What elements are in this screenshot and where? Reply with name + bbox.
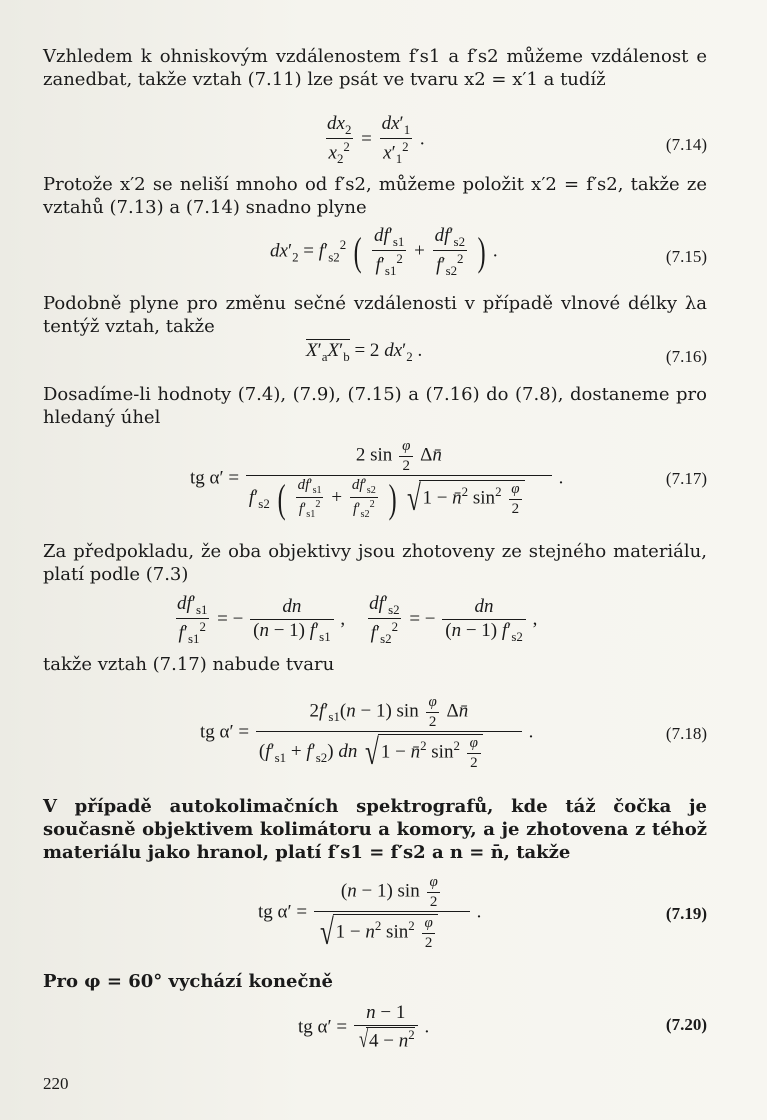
equation-number-7-15: (7.15) — [665, 247, 707, 266]
page-number: 220 — [43, 1074, 69, 1093]
equation-7-19: tg α′ = (n − 1) sin $\frac{\varphi}{2}$ √ $1 - n^2$ $\sin^2$ $\frac{\varphi}{2}$ . — [258, 874, 482, 952]
equation-7-16: $X'_aX'_b = 2$ $dx'_2$ . — [306, 340, 423, 364]
equation-number-7-19: (7.19) — [665, 904, 707, 923]
equation-number-7-20: (7.20) — [665, 1015, 707, 1034]
equation-number-7-16: (7.16) — [665, 347, 707, 366]
equation-7-15: $dx'_2 = f'_{s2}^2$ ( $\frac{df'_{s1}}{f'_{s1}^2}$ + $\frac{df'_{s2}}{f'_{s2}^2}$ ) . — [270, 225, 498, 279]
equation-7-17: tg α′ = 2 sin $\frac{\varphi}{2}$ Δn̄ $f'_{s2}$ ( $\frac{df'_{s1}}{f'_{s1}^2}$ + $\frac{df'_{s2}}{f'_{s2}^2}$ ) √ 1 − n̄$^2$ $\sin^2$ $\frac{\varphi}{2}$ . — [190, 438, 564, 521]
paragraph-4: Dosadíme-li hodnoty (7.4), (7.9), (7.15) a (7.16) do (7.8), dostaneme pro hledaný úhel — [43, 384, 707, 428]
equation-7-14: $\frac{dx_2}{x_2^2}$ = $\frac{dx'_1}{x'_1^2}$ . — [327, 113, 425, 167]
equation-derivatives: $\frac{df'_{s1}}{f'_{s1}^2}$ = − $\frac{dn}{(n - 1) f'_{s1}}$ , $\frac{df'_{s2}}{f'_{s2}^2}$ = − $\frac{dn}{(n - 1) f'_{s2}}$ , — [177, 593, 538, 647]
equation-number-7-18: (7.18) — [665, 724, 707, 743]
equation-7-20: tg α′ = $\frac{n - 1}{√4 - n^2}$ . — [298, 1002, 430, 1053]
equation-7-18: tg α′ = $2f'_{s1}(n - 1)$ sin $\frac{\varphi}{2}$ Δn̄ $(f'_{s1} + f'_{s2})$ dn √ 1 − n̄$^2$ $\sin^2$ $\frac{\varphi}{2}$ . — [200, 694, 534, 772]
paragraph-7: V případě autokolimačních spektrografů, kde táž čočka je současně objektivem kolimátoru a komory, a je zhotovena z téhož materiálu jako hranol, platí f′s1 = f′s2 a n = n̄, takže — [43, 796, 707, 863]
equation-number-7-17: (7.17) — [665, 469, 707, 488]
paragraph-8: Pro φ = 60° vychází konečně — [43, 971, 333, 992]
paragraph-6: takže vztah (7.17) nabude tvaru — [43, 654, 335, 675]
equation-number-7-14: (7.14) — [665, 135, 707, 154]
paragraph-5: Za předpokladu, že oba objektivy jsou zhotoveny ze stejného materiálu, platí podle (7.3) — [43, 541, 707, 585]
paragraph-1: Vzhledem k ohniskovým vzdálenostem f′s1 a f′s2 můžeme vzdálenost e zanedbat, takže vztah (7.11) lze psát ve tvaru x2 = x′1 a tudíž — [43, 46, 707, 90]
paragraph-2: Protože x′2 se neliší mnoho od f′s2, můžeme položit x′2 = f′s2, takže ze vztahů (7.13) a (7.14) snadno plyne — [43, 174, 707, 218]
paragraph-3: Podobně plyne pro změnu sečné vzdálenosti v případě vlnové délky λa tentýž vztah, takže — [43, 293, 707, 337]
